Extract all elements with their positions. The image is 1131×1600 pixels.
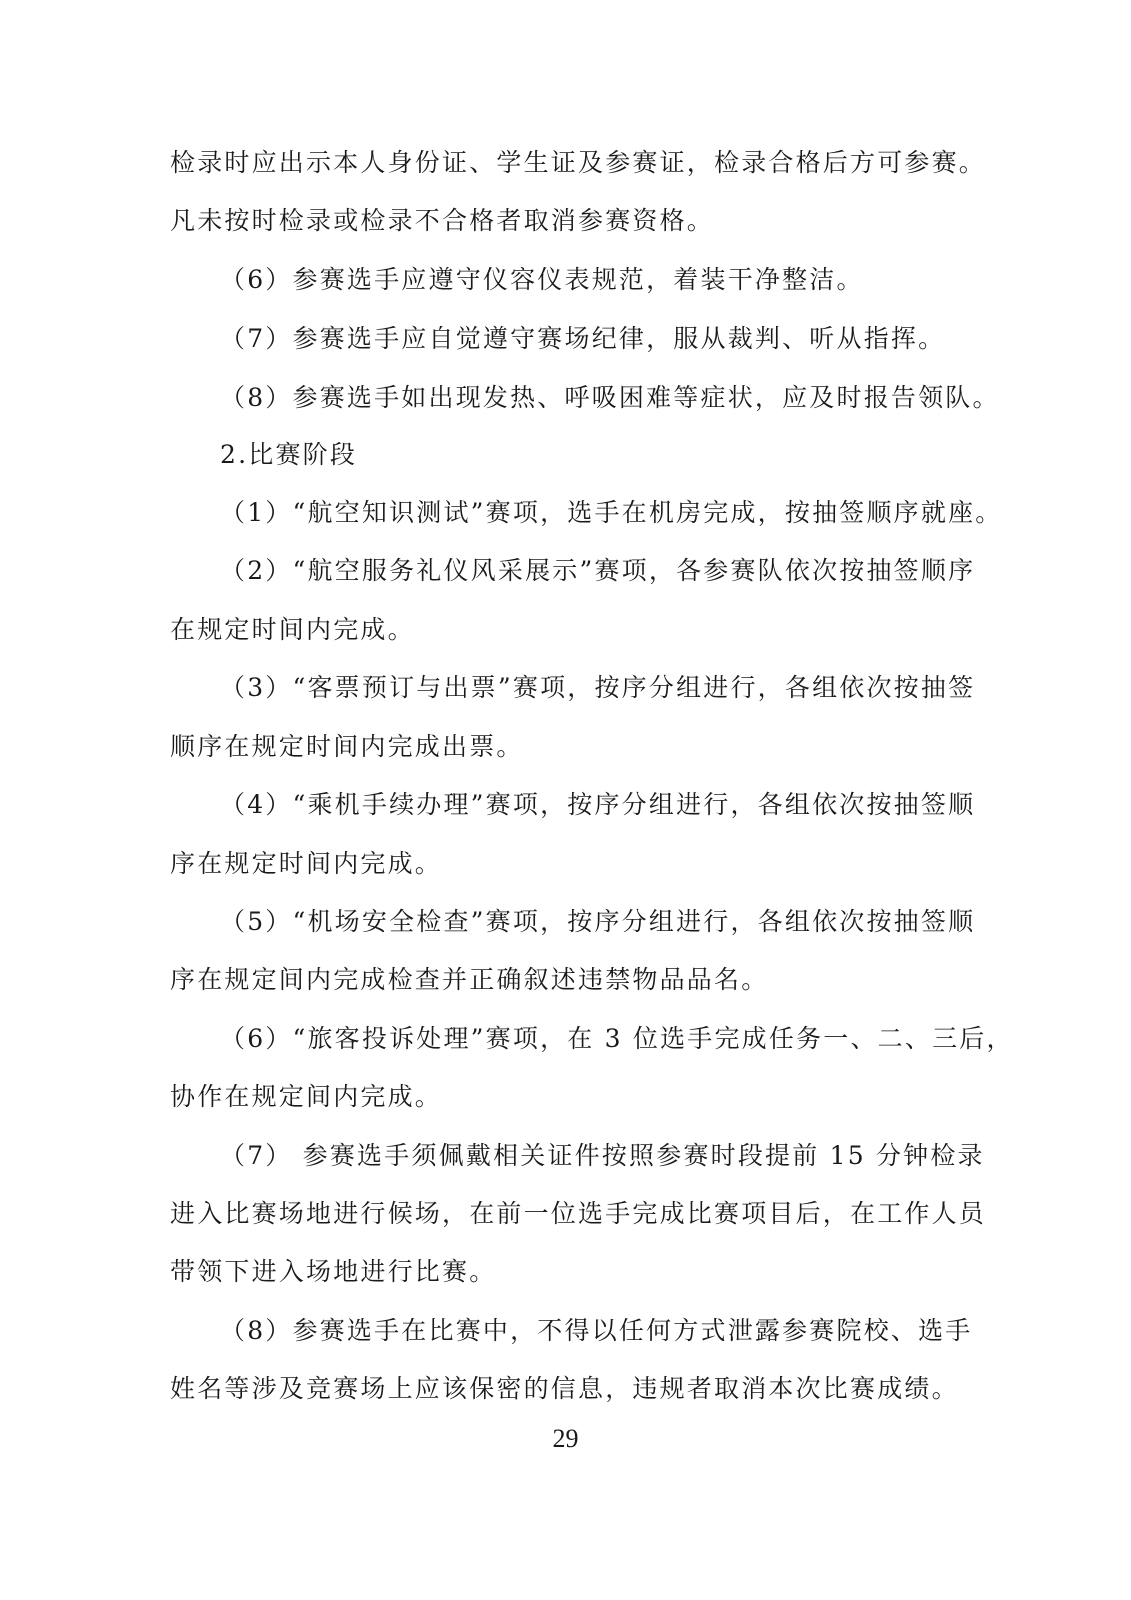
- paragraph-line: 序在规定间内完成检查并正确叙述违禁物品品名。: [170, 965, 769, 994]
- paragraph-line: 协作在规定间内完成。: [170, 1082, 443, 1111]
- section-heading: 2.比赛阶段: [220, 440, 358, 469]
- paragraph-line: （6）“旅客投诉处理”赛项，在 3 位选手完成任务一、二、三后，: [220, 1024, 1014, 1053]
- paragraph-line: 在规定时间内完成。: [170, 615, 415, 644]
- paragraph-line: 顺序在规定时间内完成出票。: [170, 732, 524, 761]
- paragraph-line: 检录时应出示本人身份证、学生证及参赛证，检录合格后方可参赛。: [170, 148, 987, 177]
- paragraph-line: （1）“航空知识测试”赛项，选手在机房完成，按抽签顺序就座。: [220, 498, 1003, 527]
- paragraph-line: （3）“客票预订与出票”赛项，按序分组进行，各组依次按抽签: [220, 673, 976, 702]
- paragraph-line: 带领下进入场地进行比赛。: [170, 1257, 497, 1286]
- paragraph-line: （6）参赛选手应遵守仪容仪表规范，着装干净整洁。: [220, 265, 864, 294]
- paragraph-line: 序在规定时间内完成。: [170, 849, 443, 878]
- paragraph-line: （8）参赛选手在比赛中，不得以任何方式泄露参赛院校、选手: [220, 1316, 973, 1345]
- paragraph-line: 姓名等涉及竞赛场上应该保密的信息，违规者取消本次比赛成绩。: [170, 1374, 959, 1403]
- paragraph-line: （2）“航空服务礼仪风采展示”赛项，各参赛队依次按抽签顺序: [220, 556, 976, 585]
- paragraph-line: （4）“乘机手续办理”赛项，按序分组进行，各组依次按抽签顺: [220, 790, 976, 819]
- paragraph-line: （5）“机场安全检查”赛项，按序分组进行，各组依次按抽签顺: [220, 907, 976, 936]
- paragraph-line: （7） 参赛选手须佩戴相关证件按照参赛时段提前 15 分钟检录: [220, 1141, 985, 1170]
- paragraph-line: 进入比赛场地进行候场，在前一位选手完成比赛项目后，在工作人员: [170, 1199, 987, 1228]
- paragraph-line: 凡未按时检录或检录不合格者取消参赛资格。: [170, 206, 715, 235]
- paragraph-line: （8）参赛选手如出现发热、呼吸困难等症状，应及时报告领队。: [220, 383, 1000, 412]
- page-number: 29: [552, 1424, 579, 1453]
- paragraph-line: （7）参赛选手应自觉遵守赛场纪律，服从裁判、听从指挥。: [220, 324, 946, 353]
